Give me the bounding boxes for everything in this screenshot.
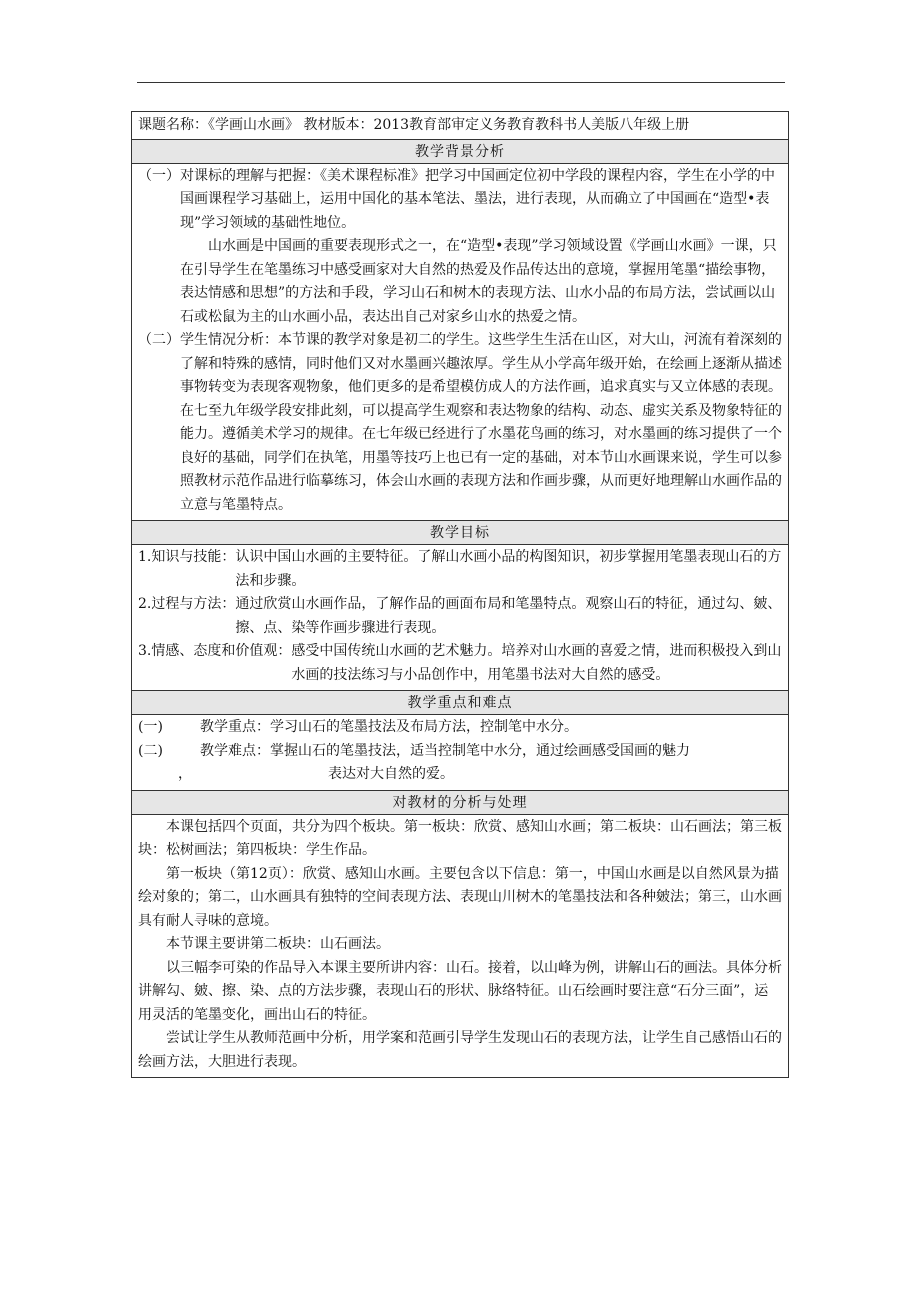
key-point-1 [138, 716, 782, 740]
key-points-heading: 教学重点和难点 [132, 690, 788, 714]
lesson-title-row [132, 112, 788, 139]
paragraph: 本节课主要讲第二板块：山石画法。 [166, 936, 390, 952]
goal-text: 认识中国山水画的主要特征。了解山水画小品的构图知识，初步掌握用笔墨表现山石的方法和步骤。 [235, 549, 782, 589]
paragraph: 本课包括四个页面，共分为四个板块。第一板块：欣赏、感知山水画；第二板块：山石画法；第三板块：松树画法；第四板块：学生作品。 [138, 818, 782, 858]
key-point-2 [138, 740, 782, 764]
paragraph: 尝试让学生从教师范画中分析，用学案和范画引导学生发现山石的表现方法，让学生自己感悟山石的绘画方法，大胆进行表现。 [138, 1030, 782, 1070]
goal-item [138, 640, 782, 687]
background-item-1 [138, 165, 782, 330]
goal-text: 感受中国传统山水画的艺术魅力。培养对山水画的喜爱之情，进而积极投入到山水画的技法练习与小品创作中，用笔墨书法对大自然的感受。 [291, 643, 782, 683]
goal-label: 3.情感、态度和价值观： [138, 643, 292, 659]
goal-item [138, 593, 782, 640]
background-section [132, 163, 788, 521]
item-label: （一） [138, 167, 180, 184]
lesson-title: 课题名称：《学画山水画》 教材版本：2013教育部审定义务教育教科书人美版八年级上册 [138, 117, 690, 133]
key-points-section [132, 714, 788, 790]
goal-label: 2.过程与方法： [138, 596, 236, 612]
header-rule [137, 82, 785, 83]
paragraph: 以三幅李可染的作品导入本课主要所讲内容：山石。接着，以山峰为例，讲解山石的画法。具体分析讲解勾、皴、擦、染、点的方法步骤，表现山石的形状、脉络特征。山石绘画时要注意“石分三面”，运用灵活的笔墨变化，画出山石的特征。 [138, 959, 782, 1023]
goals-heading: 教学目标 [132, 520, 788, 544]
paragraph: 对课标的理解与把握：《美术课程标准》把学习中国画定位初中学段的课程内容，学生在小学的中国画课程学习基础上，运用中国化的基本笔法、墨法，进行表现，从而确立了中国画在“造型•表现”学习领域的基础性地位。 [180, 167, 775, 231]
lesson-plan-table [131, 111, 789, 1078]
paragraph: 第一板块（第12页）：欣赏、感知山水画。主要包含以下信息：第一，中国山水画是以自然风景为描绘对象的；第二，山水画具有独特的空间表现方法、表现山川树木的笔墨技法和各种皴法；第三，山水画具有耐人寻味的意境。 [138, 865, 782, 929]
key-point-text: 教学重点：学习山石的笔墨技法及布局方法，控制笔中水分。 [200, 719, 578, 735]
goals-section [132, 544, 788, 690]
item-label: （二） [138, 332, 180, 348]
background-item-2 [138, 329, 782, 517]
key-point-2-continued [138, 763, 782, 787]
key-point-comma: ， [178, 766, 192, 782]
background-heading: 教学背景分析 [132, 139, 788, 163]
goal-text: 通过欣赏山水画作品，了解作品的画面布局和笔墨特点。观察山石的特征，通过勾、皴、擦、点、染等作画步骤进行表现。 [235, 596, 782, 636]
goal-item [138, 546, 782, 593]
key-point-number: (二) [138, 742, 163, 759]
key-point-number: (一) [138, 719, 163, 735]
key-point-text: 教学难点：掌握山石的笔墨技法，适当控制笔中水分，通过绘画感受国画的魅力 [200, 742, 690, 759]
goal-label: 1.知识与技能： [138, 549, 236, 565]
paragraph: 山水画是中国画的重要表现形式之一，在“造型•表现”学习领域设置《学画山水画》一课，只在引导学生在笔墨练习中感受画家对大自然的热爱及作品传达出的意境，掌握用笔墨“描绘事物，表达情感和思想”的方法和手段，学习山石和树木的表现方法、山水小品的布局方法，尝试画以山石或松鼠为主的山水画小品，表达出自己对家乡山水的热爱之情。 [180, 238, 777, 325]
paragraph: 学生情况分析：本节课的教学对象是初二的学生。这些学生生活在山区，对大山，河流有着深刻的了解和特殊的感情，同时他们又对水墨画兴趣浓厚。学生从小学高年级开始，在绘画上逐渐从描述事物转变为表现客观物象，他们更多的是希望模仿成人的方法作画，追求真实与又立体感的表现。在七至九年级学段安排此刻，可以提高学生观察和表达物象的结构、动态、虚实关系及物象特征的能力。遵循美术学习的规律。在七年级已经进行了水墨花鸟画的练习，对水墨画的练习提供了一个良好的基础，同学们在执笔，用墨等技巧上也已有一定的基础，对本节山水画课来说，学生可以参照教材示范作品进行临摹练习，体会山水画的表现方法和作画步骤，从而更好地理解山水画作品的立意与笔墨特点。 [180, 332, 782, 513]
materials-section [132, 814, 788, 1078]
materials-heading: 对教材的分析与处理 [132, 790, 788, 814]
key-point-text: 表达对大自然的爱。 [328, 766, 454, 782]
item-body [180, 165, 782, 330]
